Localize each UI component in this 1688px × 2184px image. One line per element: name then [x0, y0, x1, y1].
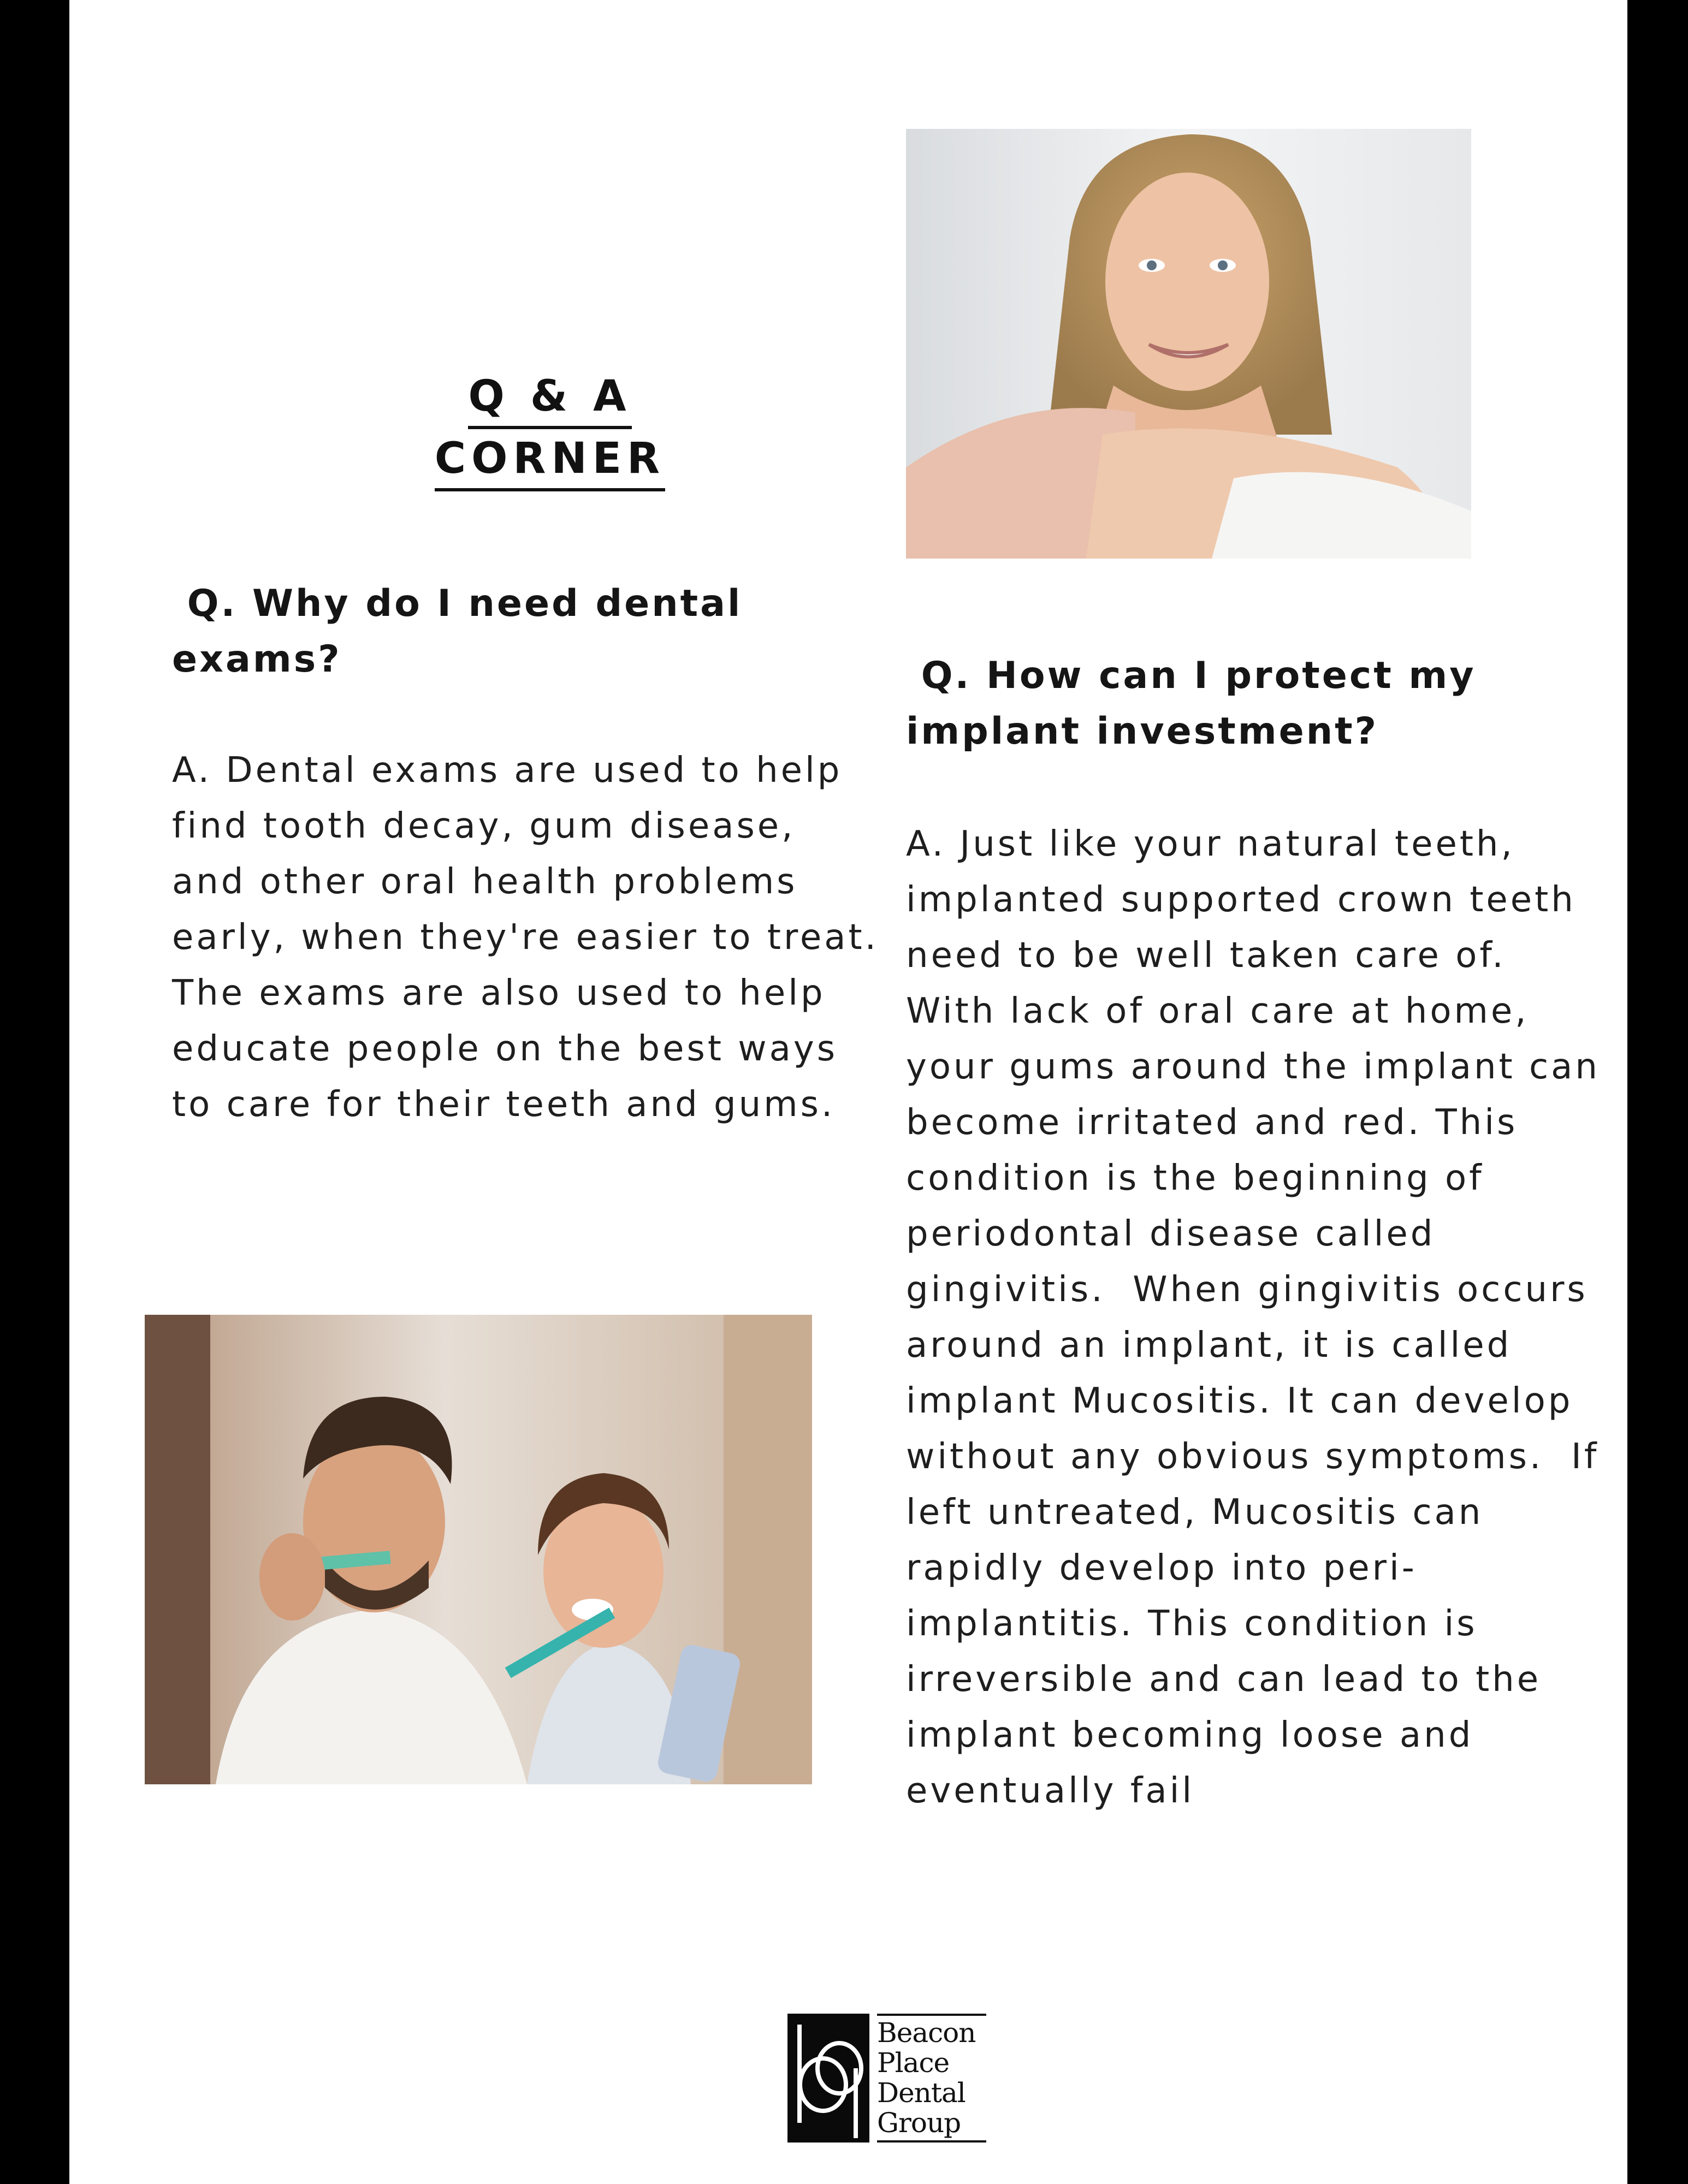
logo-line-group: Group — [877, 2107, 961, 2139]
logo-wordmark — [877, 2014, 986, 2143]
newsletter-page — [69, 0, 1627, 2184]
couple-brushing-teeth-photo — [145, 1315, 812, 1784]
qa-corner-heading — [397, 367, 703, 491]
question-implant-investment: Q. How can I protect my implant investment? — [906, 654, 1491, 753]
answer-implant-investment: A. Just like your natural teeth, implanted supported crown teeth need to be well taken care of. With lack of oral care at home, your gums around the implant can become irritated and red. This condition is the beginning of periodontal disease called gingivitis. When gingivitis occurs around an implant, it is called implant Mucositis. It can develop without any obvious symptoms. If left untreated, Mucositis can rapidly develop into peri-implantitis. This condition is irreversible and can lead to the implant becoming loose and eventually fail — [906, 824, 1600, 1811]
beacon-place-dental-logo — [787, 2014, 995, 2145]
smiling-woman-photo — [906, 129, 1471, 559]
logo-line-dental: Dental — [877, 2077, 966, 2109]
answer-dental-exams: A. Dental exams are used to help find tooth decay, gum disease, and other oral health problems early, when they're easier to treat. The exams are also used to help educate people on the best ways to care for their teeth and gums. — [172, 750, 893, 1125]
heading-line-2: CORNER — [435, 429, 665, 491]
logo-line-beacon: Beacon — [877, 2017, 976, 2049]
bp-monogram-icon — [787, 2014, 869, 2143]
logo-line-place: Place — [877, 2047, 950, 2079]
question-dental-exams: Q. Why do I need dental exams? — [172, 582, 758, 681]
heading-line-1: Q & A — [468, 367, 631, 429]
